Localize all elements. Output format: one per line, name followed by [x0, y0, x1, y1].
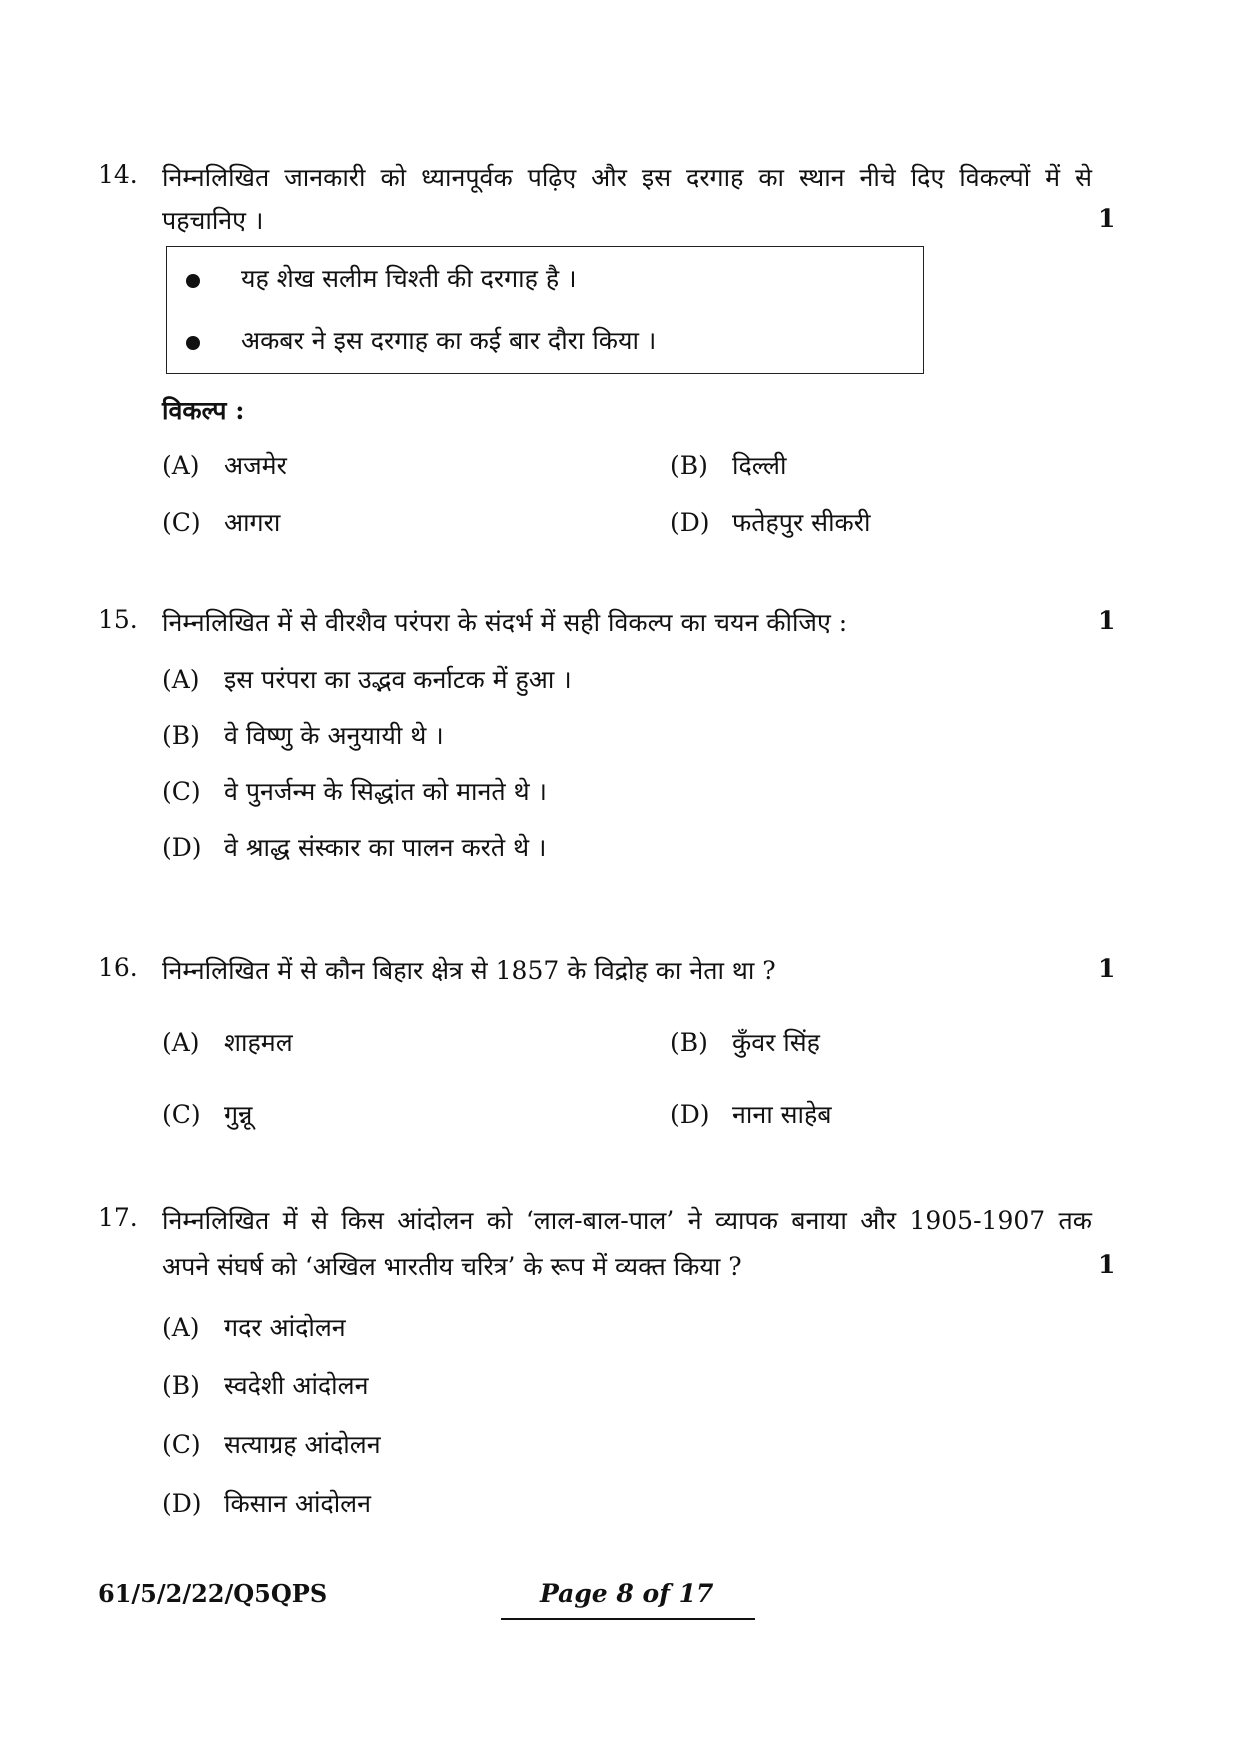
option-label: (B): [162, 1371, 200, 1400]
info-point: अकबर ने इस दरगाह का कई बार दौरा किया ।: [241, 326, 657, 355]
option-text: नाना साहेब: [732, 1100, 832, 1129]
option-text: शाहमल: [224, 1028, 293, 1057]
option-label: (B): [670, 451, 708, 480]
option-a[interactable]: [162, 1025, 293, 1059]
option-c[interactable]: [162, 774, 547, 808]
option-text: सत्याग्रह आंदोलन: [224, 1430, 381, 1459]
question-marks: 1: [1098, 954, 1116, 983]
question-marks: 1: [1098, 1250, 1116, 1279]
question-text-line-2: अपने संघर्ष को ‘अखिल भारतीय चरित्र’ के रूप में व्यक्त किया ?: [162, 1252, 742, 1281]
option-d[interactable]: [670, 1097, 832, 1131]
option-text: वे श्राद्ध संस्कार का पालन करते थे ।: [224, 833, 547, 862]
option-label: (C): [162, 1430, 201, 1459]
option-text: स्वदेशी आंदोलन: [224, 1371, 369, 1400]
bullet-icon: [186, 336, 200, 350]
options-heading: विकल्प :: [162, 396, 245, 425]
option-b[interactable]: [162, 718, 444, 752]
option-b[interactable]: [670, 1025, 820, 1059]
option-text: गुन्नू: [224, 1100, 253, 1129]
option-text: वे पुनर्जन्म के सिद्धांत को मानते थे ।: [224, 777, 548, 806]
option-d[interactable]: [162, 830, 547, 864]
option-label: (A): [162, 1313, 200, 1342]
question-text-line-1: निम्नलिखित जानकारी को ध्यानपूर्वक पढ़िए और इस दरगाह का स्थान नीचे दिए विकल्पों में से: [162, 163, 1092, 192]
option-a[interactable]: [162, 662, 572, 696]
option-b[interactable]: [670, 448, 786, 482]
question-text-line-1: निम्नलिखित में से किस आंदोलन को ‘लाल-बाल-पाल’ ने व्यापक बनाया और 1905-1907 तक: [162, 1206, 1092, 1235]
option-d[interactable]: [162, 1486, 371, 1520]
bullet-icon: [186, 274, 200, 288]
option-label: (B): [670, 1028, 708, 1057]
option-text: दिल्ली: [732, 451, 787, 480]
option-label: (D): [670, 1100, 710, 1129]
option-c[interactable]: [162, 1427, 381, 1461]
option-label: (A): [162, 665, 200, 694]
question-number: 14.: [98, 160, 138, 189]
option-text: फतेहपुर सीकरी: [732, 508, 871, 537]
option-text: आगरा: [224, 508, 281, 537]
option-b[interactable]: [162, 1368, 368, 1402]
option-label: (D): [670, 508, 710, 537]
option-c[interactable]: [162, 505, 280, 539]
info-box: [166, 246, 924, 374]
option-text: किसान आंदोलन: [224, 1489, 371, 1518]
option-a[interactable]: [162, 448, 287, 482]
option-label: (D): [162, 833, 202, 862]
option-c[interactable]: [162, 1097, 252, 1131]
question-number: 17.: [98, 1203, 138, 1232]
option-label: (A): [162, 1028, 200, 1057]
option-text: अजमेर: [224, 451, 287, 480]
option-label: (C): [162, 508, 201, 537]
footer-underline: [501, 1618, 755, 1620]
option-text: इस परंपरा का उद्भव कर्नाटक में हुआ ।: [224, 665, 572, 694]
option-text: वे विष्णु के अनुयायी थे ।: [224, 721, 444, 750]
option-a[interactable]: [162, 1310, 346, 1344]
question-marks: 1: [1098, 204, 1116, 233]
option-label: (A): [162, 451, 200, 480]
option-label: (B): [162, 721, 200, 750]
question-text-line-2: पहचानिए ।: [162, 206, 264, 235]
info-point: यह शेख सलीम चिश्ती की दरगाह है ।: [241, 264, 577, 293]
question-marks: 1: [1098, 606, 1116, 635]
question-number: 16.: [98, 953, 138, 982]
option-text: गदर आंदोलन: [224, 1313, 346, 1342]
option-label: (C): [162, 777, 201, 806]
option-label: (D): [162, 1489, 202, 1518]
question-number: 15.: [98, 605, 138, 634]
question-text-line-1: निम्नलिखित में से कौन बिहार क्षेत्र से 1857 के विद्रोह का नेता था ?: [162, 956, 776, 985]
page-number: Page 8 of 17: [540, 1579, 714, 1608]
option-text: कुँवर सिंह: [732, 1028, 820, 1057]
option-d[interactable]: [670, 505, 870, 539]
paper-code: 61/5/2/22/Q5QPS: [98, 1579, 328, 1608]
option-label: (C): [162, 1100, 201, 1129]
question-text-line-1: निम्नलिखित में से वीरशैव परंपरा के संदर्भ में सही विकल्प का चयन कीजिए :: [162, 608, 848, 637]
